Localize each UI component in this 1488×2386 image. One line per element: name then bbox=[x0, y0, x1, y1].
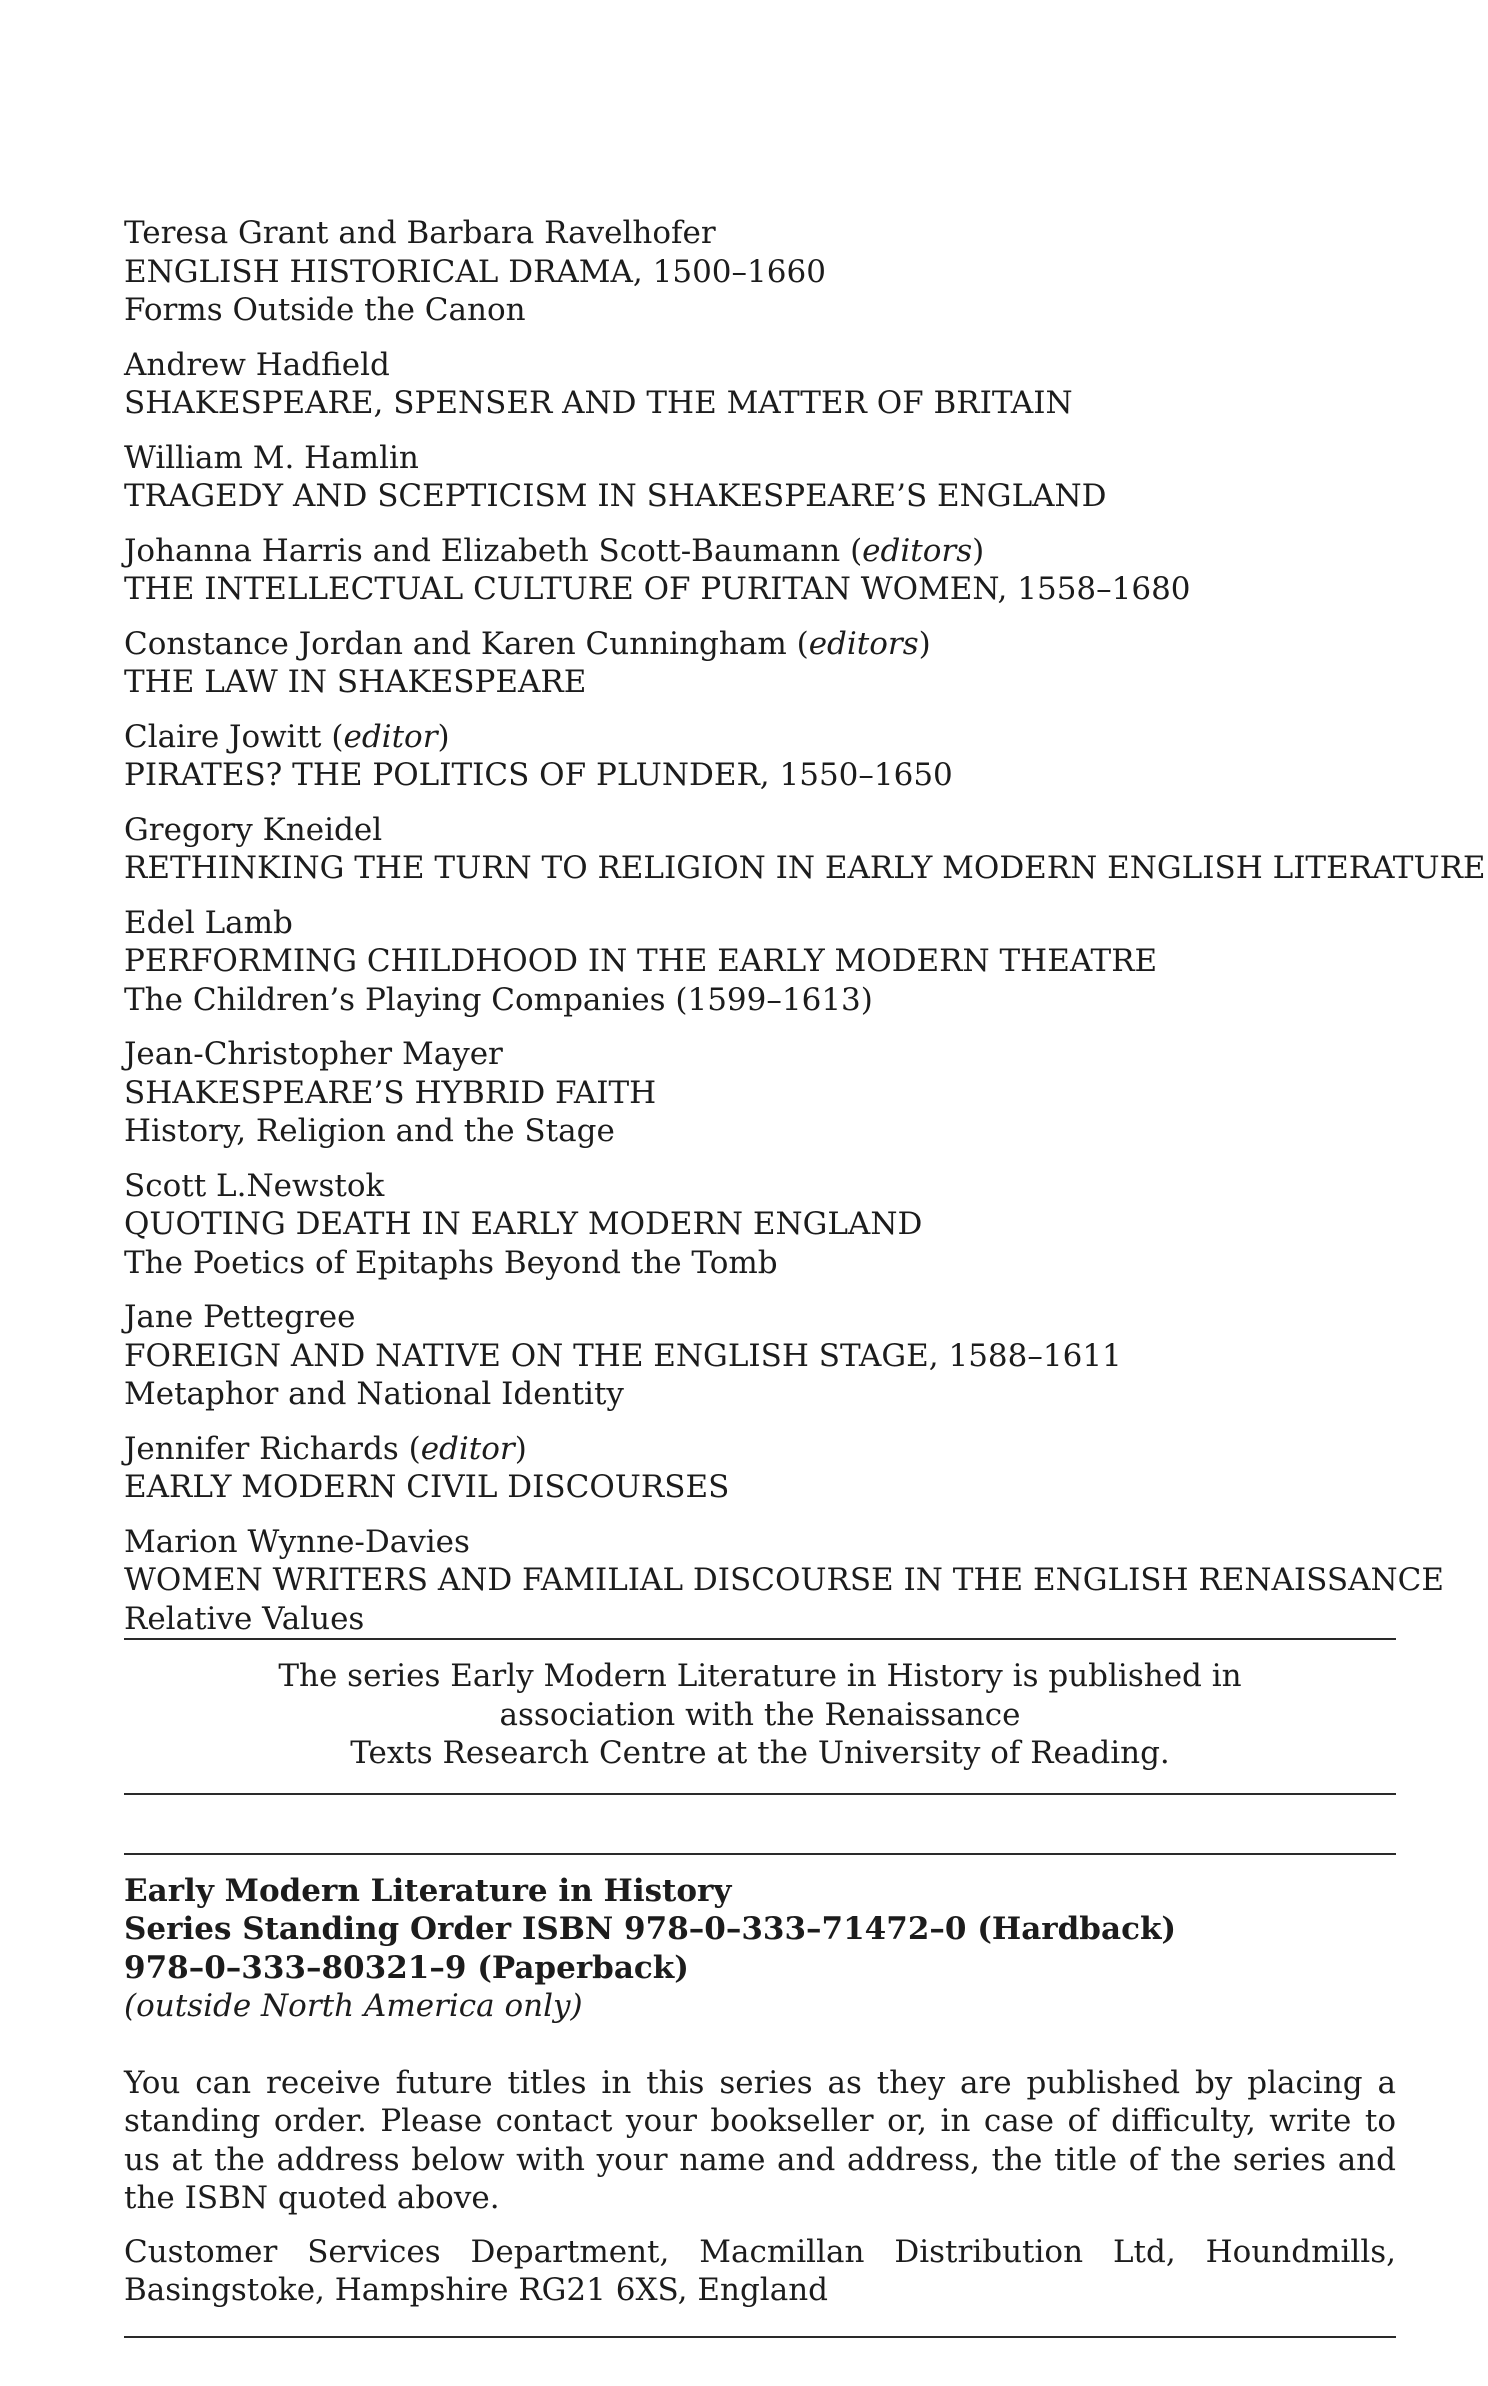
book-author: Constance Jordan and Karen Cunningham (editors) bbox=[124, 625, 931, 662]
book-author-name: Claire Jowitt bbox=[124, 718, 322, 755]
book-entry bbox=[124, 214, 1396, 330]
book-entry bbox=[124, 532, 1396, 609]
book-author-name: Johanna Harris and Elizabeth Scott-Baumann bbox=[124, 532, 841, 569]
isbn-hardback: Series Standing Order ISBN 978–0–333–71472–0 (Hardback) bbox=[124, 1911, 1177, 1947]
series-note bbox=[124, 1640, 1396, 1793]
book-author-name: Jane Pettegree bbox=[124, 1299, 356, 1335]
book-author-role: editors bbox=[808, 625, 919, 662]
book-author-name: Edel Lamb bbox=[124, 904, 293, 941]
series-name: Early Modern Literature in History bbox=[124, 1872, 732, 1909]
series-list-page bbox=[124, 214, 1486, 2338]
book-title: PERFORMING CHILDHOOD IN THE EARLY MODERN THEATRE bbox=[124, 943, 1158, 979]
book-author-name: Teresa Grant and Barbara Ravelhofer bbox=[124, 215, 716, 251]
book-title: EARLY MODERN CIVIL DISCOURSES bbox=[124, 1469, 730, 1505]
book-subtitle: Relative Values bbox=[124, 1600, 365, 1637]
series-note-line-1: The series Early Modern Literature in History is published in bbox=[278, 1658, 1242, 1694]
book-author bbox=[124, 439, 1396, 478]
book-author-name: Andrew Hadfield bbox=[124, 346, 390, 383]
book-subtitle: History, Religion and the Stage bbox=[124, 1113, 615, 1149]
book-author: Claire Jowitt (editor) bbox=[124, 718, 450, 755]
series-note-line-3: Texts Research Centre at the University of Reading. bbox=[350, 1735, 1170, 1771]
book-entry bbox=[124, 904, 1396, 1020]
series-note-line-2: association with the Renaissance bbox=[499, 1696, 1021, 1733]
standing-order-block bbox=[124, 1855, 1396, 2310]
book-title: WOMEN WRITERS AND FAMILIAL DISCOURSE IN THE ENGLISH RENAISSANCE bbox=[124, 1562, 1444, 1598]
book-author: Johanna Harris and Elizabeth Scott-Baumann (editors) bbox=[124, 532, 985, 569]
book-subtitle: The Poetics of Epitaphs Beyond the Tomb bbox=[124, 1244, 778, 1281]
book-title: TRAGEDY AND SCEPTICISM IN SHAKESPEARE’S ENGLAND bbox=[124, 478, 1107, 514]
book-author-name: Marion Wynne-Davies bbox=[124, 1523, 470, 1560]
book-title: THE LAW IN SHAKESPEARE bbox=[124, 664, 587, 700]
address-paragraph: Customer Services Department, Macmillan Distribution Ltd, Houndmills, Basingstoke, Hampshire RG21 6XS, England bbox=[124, 2233, 1396, 2308]
book-title: SHAKESPEARE’S HYBRID FAITH bbox=[124, 1074, 657, 1111]
book-author-name: Scott L.Newstok bbox=[124, 1167, 385, 1204]
book-author-role: editor bbox=[343, 718, 438, 755]
book-author bbox=[124, 811, 1396, 850]
book-entry bbox=[124, 1035, 1396, 1151]
book-entry bbox=[124, 1298, 1396, 1414]
title-list bbox=[124, 214, 1486, 1638]
book-author-name: Gregory Kneidel bbox=[124, 811, 383, 848]
book-title: FOREIGN AND NATIVE ON THE ENGLISH STAGE, 1588–1611 bbox=[124, 1337, 1122, 1374]
book-author-name: Jean-Christopher Mayer bbox=[124, 1036, 503, 1072]
book-subtitle: Forms Outside the Canon bbox=[124, 292, 526, 328]
book-author bbox=[124, 1035, 1396, 1074]
isbn-paperback: 978–0–333–80321–9 (Paperback) bbox=[124, 1949, 689, 1986]
book-author bbox=[124, 346, 1396, 385]
book-title: PIRATES? THE POLITICS OF PLUNDER, 1550–1650 bbox=[124, 757, 953, 793]
book-author: Jennifer Richards (editor) bbox=[124, 1430, 527, 1467]
book-entry bbox=[124, 811, 1486, 888]
book-author bbox=[124, 904, 1396, 943]
book-author bbox=[124, 1298, 1396, 1337]
book-entry bbox=[124, 346, 1396, 423]
book-author bbox=[124, 1523, 1396, 1562]
book-title: RETHINKING THE TURN TO RELIGION IN EARLY MODERN ENGLISH LITERATURE bbox=[124, 850, 1486, 886]
book-title: QUOTING DEATH IN EARLY MODERN ENGLAND bbox=[124, 1206, 923, 1242]
standing-order-paragraph: You can receive future titles in this series as they are published by placing a standing order. Please contact your bookseller or, in case of difficulty, write to us at the address below with your name and address, the title of the series and the ISBN quoted above. bbox=[124, 2064, 1396, 2216]
book-author-name: Constance Jordan and Karen Cunningham bbox=[124, 625, 787, 662]
book-author-role: editors bbox=[862, 532, 973, 569]
book-subtitle: The Children’s Playing Companies (1599–1613) bbox=[124, 981, 873, 1018]
book-subtitle: Metaphor and National Identity bbox=[124, 1376, 624, 1412]
book-title: THE INTELLECTUAL CULTURE OF PURITAN WOMEN, 1558–1680 bbox=[124, 571, 1191, 607]
book-author bbox=[124, 1167, 1396, 1206]
middle-rule-1 bbox=[124, 1793, 1396, 1795]
book-entry bbox=[124, 718, 1396, 795]
book-author-role: editor bbox=[420, 1430, 515, 1467]
book-entry bbox=[124, 625, 1396, 702]
book-title: ENGLISH HISTORICAL DRAMA, 1500–1660 bbox=[124, 253, 826, 290]
book-entry bbox=[124, 1430, 1396, 1507]
book-author-name: William M. Hamlin bbox=[124, 439, 419, 476]
bottom-rule bbox=[124, 2336, 1396, 2338]
book-entry bbox=[124, 1523, 1444, 1639]
book-title: SHAKESPEARE, SPENSER AND THE MATTER OF BRITAIN bbox=[124, 385, 1073, 421]
region-note: (outside North America only) bbox=[124, 1988, 583, 2024]
book-entry bbox=[124, 439, 1396, 516]
book-author bbox=[124, 214, 1396, 253]
book-entry bbox=[124, 1167, 1396, 1283]
book-author-name: Jennifer Richards bbox=[124, 1430, 399, 1467]
